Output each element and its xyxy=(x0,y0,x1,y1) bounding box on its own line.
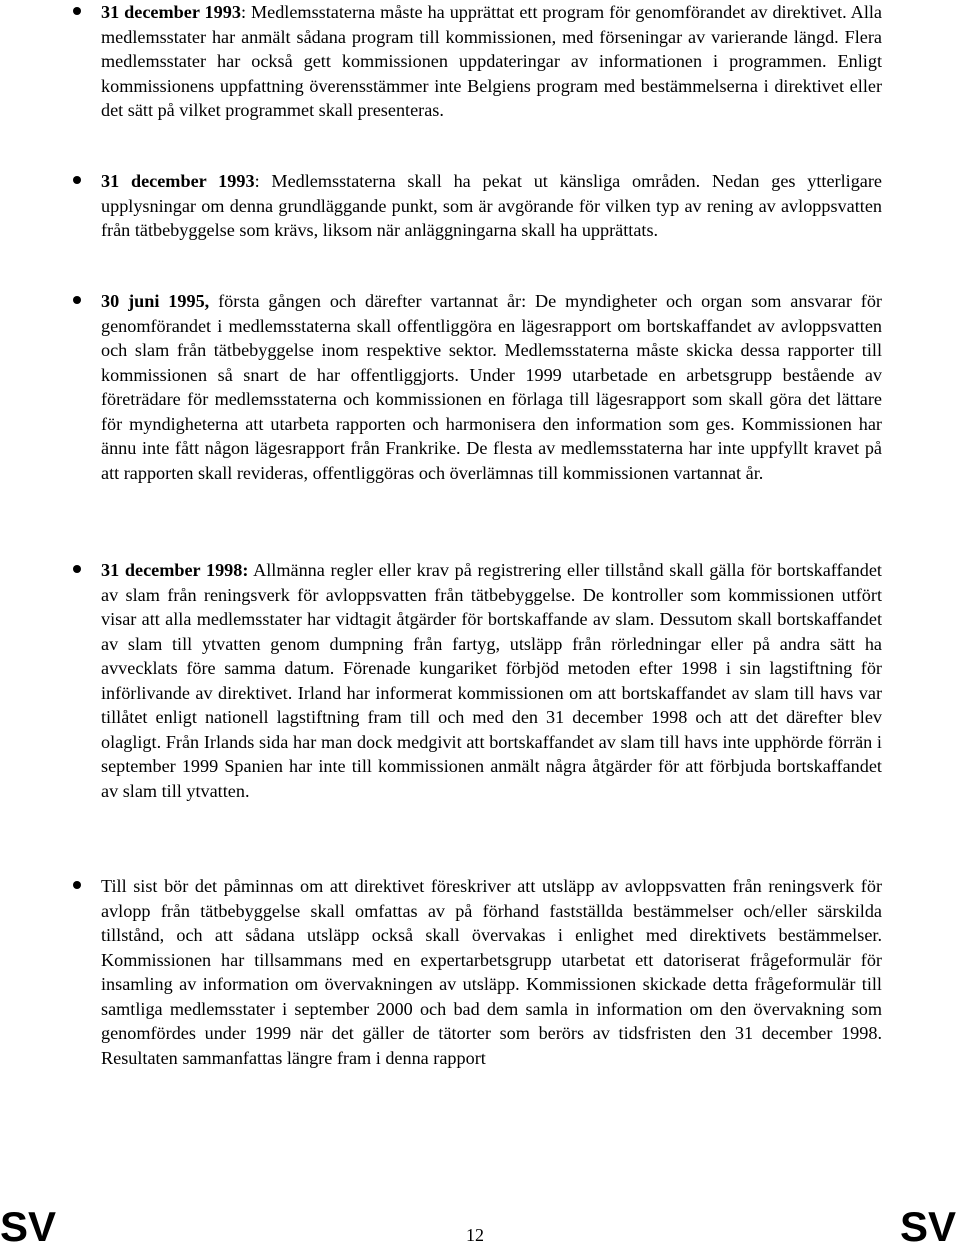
list-item xyxy=(101,169,882,243)
bullet-icon xyxy=(73,881,81,889)
list-item xyxy=(101,558,882,803)
date-lead: 31 december 1993 xyxy=(101,171,255,191)
bullet-icon xyxy=(73,176,81,184)
paragraph xyxy=(101,874,882,1070)
list-item xyxy=(101,0,882,123)
list-item xyxy=(101,874,882,1070)
bullet-icon xyxy=(73,296,81,304)
page-number: 12 xyxy=(466,1225,484,1245)
footer-language-left: SV xyxy=(0,1203,57,1250)
paragraph xyxy=(101,0,882,123)
paragraph xyxy=(101,169,882,243)
bullet-icon xyxy=(73,7,81,15)
paragraph-text: : Medlemsstaterna skall ha pekat ut känsliga områden. Nedan ges ytterligare upplysningar om denna grundläggande punkt, som är avgörande för vilken typ av rening av avloppsvatten från tätbebyggelse som krävs, liksom när anläggningarna skall ha upprättats. xyxy=(101,171,882,240)
paragraph-text: Allmänna regler eller krav på registrering eller tillstånd skall gälla för bortskaffandet av slam från reningsverk för avloppsvatten från tätbebyggelse. De kontroller som kommissionen utfört visar att alla medlemsstater har vidtagit åtgärder för bortskaffande av slam. Dessutom skall bortskaffandet av slam till ytvatten genom dumpning från fartyg, utsläpp från rörledningar eller på andra sätt ha avvecklats före samma datum. Förenade kungariket förbjöd metoden efter 1998 i sin lagstiftning för införlivande av direktivet. Irland har informerat kommissionen om att bortskaffandet av slam till havs var tillåtet enligt nationell lagstiftning fram till och med den 31 december 1998 och att det därefter blev olagligt. Från Irlands sida har man dock medgivit att bortskaffandet av slam till havs inte upphörde förrän i september 1999 Spanien har inte till kommissionen anmält några åtgärder för att förbjuda bortskaffandet av slam till ytvatten. xyxy=(101,560,882,801)
paragraph xyxy=(101,289,882,485)
footer-language-right: SV xyxy=(899,1203,956,1250)
paragraph-text: Till sist bör det påminnas om att direktivet föreskriver att utsläpp av avloppsvatten från reningsverk för avlopp från tätbebyggelse skall omfattas av på förhand fastställda bestämmelser och/eller särskilda tillstånd, och att sådana utsläpp också skall övervakas i enlighet med direktivets bestämmelser. Kommissionen har tillsammans med en expertarbetsgrupp utarbetat ett datoriserat frågeformulär för insamling av information om övervakningen av utsläpp. Kommissionen skickade detta frågeformulär till samtliga medlemsstater i september 2000 och bad dem samla in information om den övervakning som genomfördes under 1999 när det gäller de tätorter som berörs av tidsfristen den 31 december 1998. Resultaten sammanfattas längre fram i denna rapport xyxy=(101,876,882,1068)
paragraph xyxy=(101,558,882,803)
bullet-icon xyxy=(73,565,81,573)
date-lead: 30 juni 1995, xyxy=(101,291,210,311)
date-lead: 31 december 1993 xyxy=(101,2,241,22)
list-item xyxy=(101,289,882,485)
paragraph-text: : Medlemsstaterna måste ha upprättat ett program för genomförandet av direktivet. Alla medlemsstater har anmält sådana program till kommissionen, med förseningar av varierande längd. Flera medlemsstater har också gett kommissionen uppdateringar av informationen i programmen. Enligt kommissionens uppfattning överensstämmer inte Belgiens program med bestämmelserna i direktivet eller det sätt på vilket programmet skall presenteras. xyxy=(101,2,882,120)
date-lead: 31 december 1998: xyxy=(101,560,249,580)
paragraph-text: första gången och därefter vartannat år: De myndigheter och organ som ansvarar för genomförandet i medlemsstaterna skall offentliggöra en lägesrapport om bortskaffandet av avloppsvatten och slam från tätbebyggelse inom respektive sektor. Medlemsstaterna måste skicka dessa rapporter till kommissionen så snart de har offentliggjorts. Under 1999 utarbetade en arbetsgrupp bestående av företrädare för medlemsstaterna och kommissionen en förlaga till lägesrapport som skall göra det lättare för myndigheterna att utarbeta rapporten och harmonisera den information som ges. Kommissionen har ännu inte fått någon lägesrapport från Frankrike. De flesta av medlemsstaterna har inte uppfyllt kravet på att rapporten skall revideras, offentliggöras och överlämnas till kommissionen vartannat år. xyxy=(101,291,882,483)
